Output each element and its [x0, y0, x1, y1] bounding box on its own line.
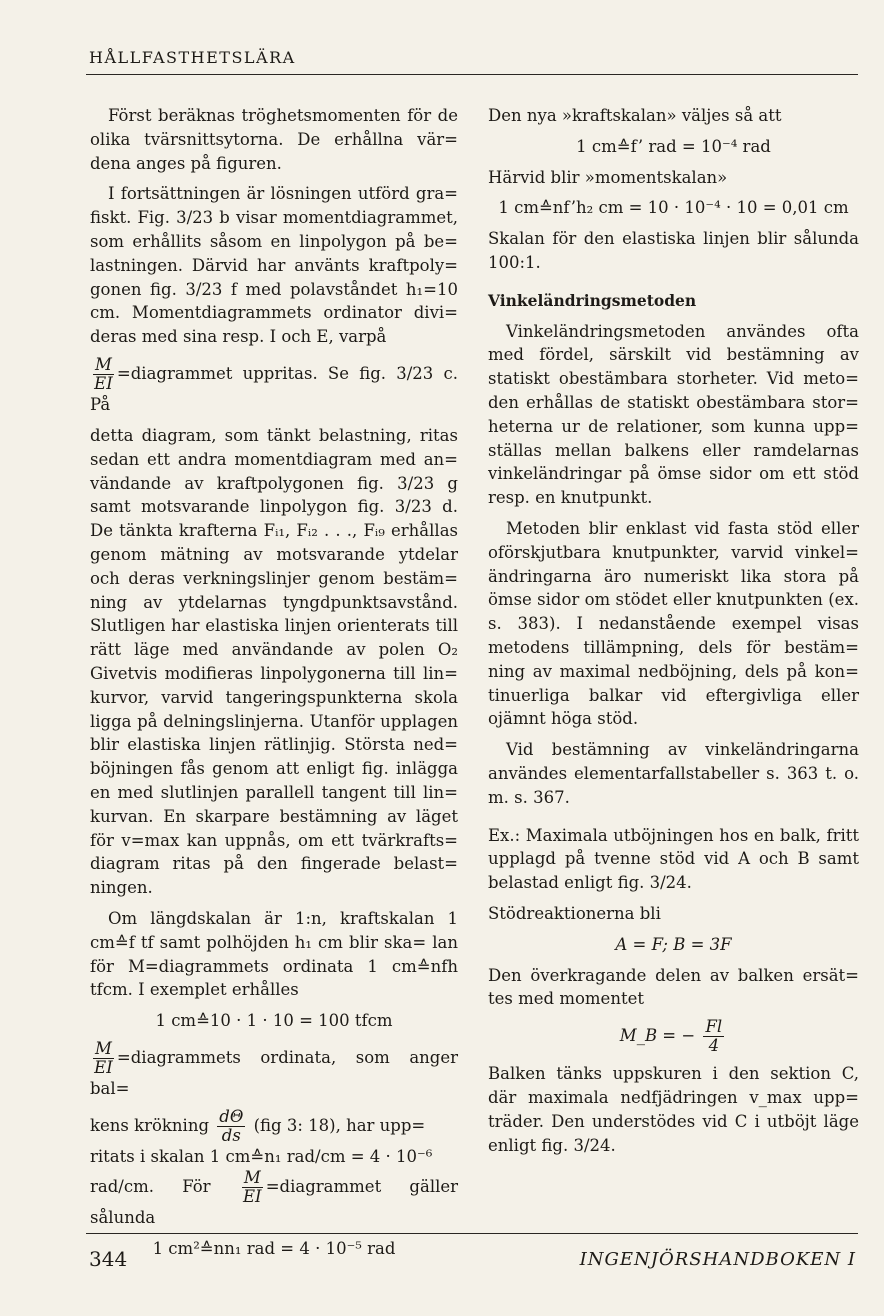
footer-rule — [86, 1233, 858, 1234]
paragraph: detta diagram, som tänkt belastning, ritas sedan ett andra momentdiagram med an= vändande av kraftpolygonen fig. 3/23 g samt motsvarande linpolygon fig. 3/23 d. De tänkta krafterna Fᵢ₁, Fᵢ₂ . . ., Fᵢ₉ erhållas genom mätning av motsvarande ytdelar och deras verkningslinjer genom bestäm= ning av ytdelarnas tyngdpunktsavstånd. Slutligen har elastiska linjen orienterats till rätt läge med användande av polen O₂ Givetvis modifieras linpolygonerna till lin= kurvor, varvid tangeringspunkterna skola ligga på delningslinjerna. Utanför upplagen blir elastiska linjen rätlinjig. Största ned= böjningen fås genom att enligt fig. inlägga en med slutlinjen parallell tangent till lin= kurvan. En skarpare bestämning av läget för v=max kan uppnås, om ett tvärkrafts= diagram ritas på den fingerade belast= ningen. — [90, 426, 458, 898]
fraction: $\frac{M}{EI}$ — [242, 1168, 262, 1207]
header-rule — [86, 74, 858, 75]
paragraph: Vinkeländringsmetoden användes ofta med fördel, särskilt vid bestämning av statiskt obestämbara storheter. Vid meto= den erhållas de statiskt obestämbara stor= heterna ur de relationer, som kunna upp= ställas mellan balkens eller ramdelarnas vinkeländringar på ömse sidor om ett stöd resp. en knutpunkt. — [488, 321, 859, 508]
paragraph: I fortsättningen är lösningen utförd gra= fiskt. Fig. 3/23 b visar momentdiagrammet, som erhållits såsom en linpolygon på be= lastningen. Därvid har använts kraftpoly= gonen fig. 3/23 f med polavståndet h₁=10 cm. Momentdiagrammets ordinator divi= deras med sina resp. I och E, varpå — [90, 184, 458, 347]
paragraph: Den överkragande delen av balken ersät= tes med momentet — [488, 965, 859, 1009]
equation: 1 cm≙10 · 1 · 10 = 100 tfcm — [155, 1011, 393, 1031]
fraction-line: $\frac{M}{EI}$ =diagrammet uppritas. Se fig. 3/23 c. På — [90, 354, 458, 415]
left-column — [90, 104, 458, 1268]
book-title: INGENJÖRSHANDBOKEN I — [579, 1249, 856, 1270]
equation: 1 cm≙f’ rad = 10⁻⁴ rad — [576, 136, 771, 156]
paragraph: Den nya »kraftskalan» väljes så att — [488, 106, 782, 125]
equation: A = F; B = 3F — [615, 934, 732, 954]
running-header: HÅLLFASTHETSLÄRA — [89, 48, 296, 67]
page-number: 344 — [89, 1247, 128, 1271]
fraction-line: kens krökning $\frac{d\Theta}{ds}$ (fig 3: 18), har upp= — [90, 1107, 426, 1146]
paragraph: Skalan för den elastiska linjen blir sålunda 100:1. — [488, 229, 859, 272]
fraction: $\frac{M}{EI}$ — [94, 354, 113, 394]
paragraph: Metoden blir enklast vid fasta stöd eller oförskjutbara knutpunkter, varvid vinkel= ändringarna äro numeriskt lika stora på ömse sidor om stödet eller knutpunkten (ex. s. 383). I nedanstående exempel visas metodens tillämpning, dels för bestäm= ning av maximal nedböjning, dels på kon= tinuerliga balkar vid eftergivliga eller ojämnt höga stöd. — [488, 518, 859, 729]
fraction: $\frac{M}{EI}$ — [94, 1038, 113, 1078]
paragraph: Ex.: Maximala utböjningen hos en balk, fritt upplagd på tvenne stöd vid A och B samt belastad enligt fig. 3/24. — [488, 825, 859, 893]
paragraph: Först beräknas tröghetsmomenten för de olika tvärsnittsytorna. De erhållna vär= dena anges på figuren. — [90, 106, 458, 173]
fraction: $\frac{Fl}{4}$ — [705, 1017, 723, 1056]
equation: M_B = − $\frac{Fl}{4}$ — [619, 1017, 723, 1056]
paragraph: Härvid blir »momentskalan» — [488, 167, 728, 187]
paragraph: Vid bestämning av vinkeländringarna användes elementarfallstabeller s. 363 t. o. m. s. 367. — [488, 740, 859, 807]
paragraph: Om längdskalan är 1:n, kraftskalan 1 cm≙f tf samt polhöjden h₁ cm blir ska= lan för M=diagrammets ordinata 1 cm≙nfh tfcm. I exemplet erhålles — [90, 908, 458, 1000]
fraction-line: rad/cm. För $\frac{M}{EI}$ =diagrammet gäller sålunda — [90, 1168, 459, 1228]
paragraph: ritats i skalan 1 cm≙n₁ rad/cm = 4 · 10⁻⁶ — [90, 1147, 433, 1167]
paragraph: Stödreaktionerna bli — [488, 903, 661, 923]
paragraph: Balken tänks uppskuren i den sektion C, där maximala nedfjädringen v_max upp= träder. Den understödes vid C i utböjt läge enligt fig. 3/24. — [488, 1064, 859, 1155]
equation: 1 cm²≙nn₁ rad = 4 · 10⁻⁵ rad — [152, 1239, 396, 1259]
right-column — [488, 104, 859, 1165]
equation: 1 cm≙nf’h₂ cm = 10 · 10⁻⁴ · 10 = 0,01 cm — [498, 198, 849, 218]
fraction-line: $\frac{M}{EI}$ =diagrammets ordinata, som anger bal= — [90, 1038, 458, 1099]
section-heading: Vinkeländringsmetoden — [488, 290, 697, 310]
fraction: $\frac{d\Theta}{ds}$ — [219, 1107, 244, 1146]
